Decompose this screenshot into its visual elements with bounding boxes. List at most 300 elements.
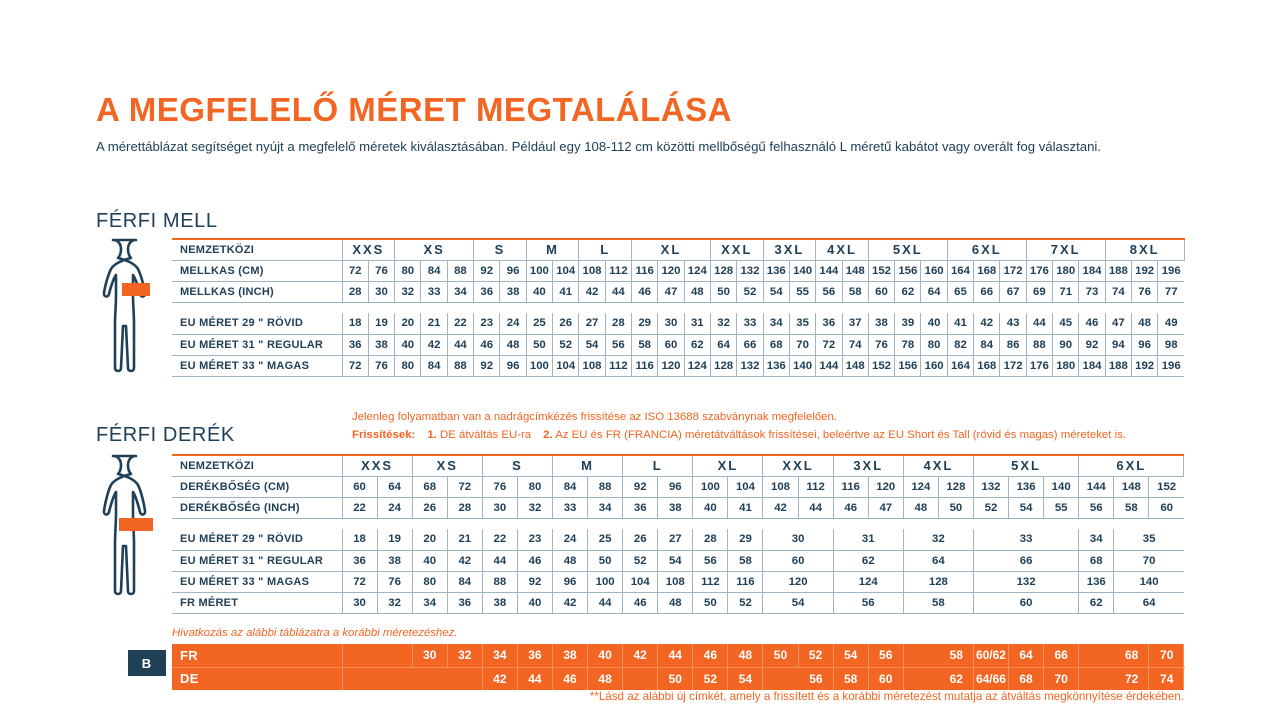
size-value-cell: 156 bbox=[895, 260, 921, 281]
size-value-cell: 124 bbox=[684, 355, 710, 376]
legacy-value-cell: 56 bbox=[868, 644, 903, 667]
size-value-cell: 40 bbox=[526, 281, 552, 302]
legacy-value-cell: 68 bbox=[1009, 667, 1044, 690]
size-value-cell: 52 bbox=[973, 497, 1008, 518]
size-value-cell: 64 bbox=[1114, 592, 1184, 613]
chest-size-header-m: M bbox=[526, 239, 579, 260]
size-value-cell: 46 bbox=[833, 497, 868, 518]
size-value-cell: 46 bbox=[517, 550, 552, 571]
size-value-cell: 90 bbox=[1053, 334, 1079, 355]
size-value-cell: 140 bbox=[789, 355, 815, 376]
size-value-cell: 54 bbox=[763, 592, 833, 613]
size-value-cell: 27 bbox=[579, 313, 605, 334]
size-value-cell: 26 bbox=[553, 313, 579, 334]
legacy-value-cell: 36 bbox=[517, 644, 552, 667]
size-value-cell: 124 bbox=[903, 476, 938, 497]
size-value-cell: 48 bbox=[903, 497, 938, 518]
size-value-cell: 24 bbox=[553, 529, 588, 550]
size-value-cell: 70 bbox=[789, 334, 815, 355]
size-value-cell: 56 bbox=[1079, 497, 1114, 518]
size-value-cell: 140 bbox=[1114, 571, 1184, 592]
size-value-cell: 160 bbox=[921, 355, 947, 376]
legacy-value-cell bbox=[623, 667, 658, 690]
size-value-cell: 24 bbox=[500, 313, 526, 334]
size-value-cell: 72 bbox=[342, 355, 368, 376]
legacy-row-label: DE bbox=[172, 667, 342, 690]
legacy-value-cell: 70 bbox=[1149, 644, 1184, 667]
table-row bbox=[172, 260, 1184, 281]
table-row bbox=[172, 476, 1184, 497]
waist-header-label: NEMZETKÖZI bbox=[172, 455, 342, 476]
size-value-cell: 62 bbox=[895, 281, 921, 302]
size-value-cell: 92 bbox=[474, 260, 500, 281]
size-value-cell: 42 bbox=[553, 592, 588, 613]
size-value-cell: 148 bbox=[842, 260, 868, 281]
size-value-cell: 124 bbox=[833, 571, 903, 592]
size-value-cell: 40 bbox=[693, 497, 728, 518]
size-value-cell: 27 bbox=[658, 529, 693, 550]
size-value-cell: 80 bbox=[517, 476, 552, 497]
size-value-cell: 164 bbox=[947, 260, 973, 281]
size-value-cell: 36 bbox=[447, 592, 482, 613]
male-waist-figure-icon bbox=[100, 452, 172, 612]
size-value-cell: 84 bbox=[421, 260, 447, 281]
size-value-cell: 52 bbox=[623, 550, 658, 571]
size-value-cell: 188 bbox=[1105, 355, 1131, 376]
size-value-cell: 120 bbox=[658, 260, 684, 281]
table-gap-row bbox=[172, 302, 1184, 313]
size-value-cell: 104 bbox=[623, 571, 658, 592]
size-value-cell: 58 bbox=[842, 281, 868, 302]
size-value-cell: 80 bbox=[395, 355, 421, 376]
size-value-cell: 73 bbox=[1079, 281, 1105, 302]
size-value-cell: 35 bbox=[789, 313, 815, 334]
size-value-cell: 160 bbox=[921, 260, 947, 281]
size-value-cell: 64 bbox=[903, 550, 973, 571]
size-value-cell: 50 bbox=[693, 592, 728, 613]
size-value-cell: 76 bbox=[368, 260, 394, 281]
size-value-cell: 33 bbox=[421, 281, 447, 302]
legacy-value-cell: 52 bbox=[693, 667, 728, 690]
size-value-cell: 192 bbox=[1131, 260, 1157, 281]
waist-size-header-xl: XL bbox=[693, 455, 763, 476]
size-value-cell: 144 bbox=[816, 260, 842, 281]
legacy-value-cell: 44 bbox=[658, 644, 693, 667]
intro-text: A mérettáblázat segítséget nyújt a megfelelő méretek kiválasztásában. Például egy 108-112 cm közötti mellbőségű felhasználó L méretű kabátot vagy overált fog választani. bbox=[96, 139, 1102, 154]
size-value-cell: 23 bbox=[517, 529, 552, 550]
update-item-1-num: 1. bbox=[427, 429, 437, 442]
size-value-cell: 41 bbox=[553, 281, 579, 302]
size-value-cell: 58 bbox=[632, 334, 658, 355]
size-value-cell: 56 bbox=[605, 334, 631, 355]
size-value-cell: 34 bbox=[763, 313, 789, 334]
waist-size-header-4xl: 4XL bbox=[903, 455, 973, 476]
size-value-cell: 33 bbox=[553, 497, 588, 518]
size-value-cell: 112 bbox=[605, 355, 631, 376]
size-value-cell: 96 bbox=[1131, 334, 1157, 355]
size-value-cell: 100 bbox=[693, 476, 728, 497]
row-label: MELLKAS (CM) bbox=[172, 260, 342, 281]
legacy-value-cell: 48 bbox=[728, 644, 763, 667]
size-value-cell: 140 bbox=[1044, 476, 1079, 497]
size-value-cell: 62 bbox=[684, 334, 710, 355]
size-value-cell: 42 bbox=[447, 550, 482, 571]
waist-size-header-xxs: XXS bbox=[342, 455, 412, 476]
size-value-cell: 30 bbox=[482, 497, 517, 518]
size-value-cell: 28 bbox=[447, 497, 482, 518]
size-value-cell: 80 bbox=[921, 334, 947, 355]
size-value-cell: 60 bbox=[658, 334, 684, 355]
size-value-cell: 60 bbox=[973, 592, 1078, 613]
size-value-cell: 41 bbox=[947, 313, 973, 334]
size-value-cell: 62 bbox=[833, 550, 903, 571]
size-value-cell: 60 bbox=[342, 476, 377, 497]
size-value-cell: 33 bbox=[737, 313, 763, 334]
size-value-cell: 37 bbox=[842, 313, 868, 334]
size-value-cell: 67 bbox=[1000, 281, 1026, 302]
size-value-cell: 152 bbox=[1149, 476, 1184, 497]
size-value-cell: 76 bbox=[482, 476, 517, 497]
size-value-cell: 34 bbox=[447, 281, 473, 302]
size-value-cell: 38 bbox=[868, 313, 894, 334]
size-value-cell: 50 bbox=[588, 550, 623, 571]
size-value-cell: 44 bbox=[482, 550, 517, 571]
size-value-cell: 64 bbox=[710, 334, 736, 355]
size-value-cell: 116 bbox=[728, 571, 763, 592]
size-value-cell: 32 bbox=[395, 281, 421, 302]
size-value-cell: 32 bbox=[517, 497, 552, 518]
size-value-cell: 47 bbox=[868, 497, 903, 518]
size-value-cell: 41 bbox=[728, 497, 763, 518]
chest-header-label: NEMZETKÖZI bbox=[172, 239, 342, 260]
chest-size-header-xxl: XXL bbox=[710, 239, 763, 260]
size-value-cell: 50 bbox=[526, 334, 552, 355]
size-value-cell: 176 bbox=[1026, 355, 1052, 376]
size-value-cell: 72 bbox=[342, 260, 368, 281]
size-value-cell: 21 bbox=[421, 313, 447, 334]
size-value-cell: 180 bbox=[1053, 355, 1079, 376]
size-value-cell: 48 bbox=[553, 550, 588, 571]
size-value-cell: 32 bbox=[903, 529, 973, 550]
size-value-cell: 46 bbox=[623, 592, 658, 613]
size-value-cell: 144 bbox=[1079, 476, 1114, 497]
size-value-cell: 40 bbox=[395, 334, 421, 355]
size-value-cell: 36 bbox=[816, 313, 842, 334]
size-value-cell: 116 bbox=[632, 355, 658, 376]
size-value-cell: 78 bbox=[895, 334, 921, 355]
size-value-cell: 100 bbox=[526, 260, 552, 281]
size-value-cell: 22 bbox=[482, 529, 517, 550]
size-value-cell: 84 bbox=[974, 334, 1000, 355]
update-note-line2 bbox=[352, 426, 1252, 444]
size-value-cell: 116 bbox=[632, 260, 658, 281]
legacy-value-cell: 62 bbox=[903, 667, 973, 690]
size-value-cell: 22 bbox=[447, 313, 473, 334]
waist-size-header-5xl: 5XL bbox=[973, 455, 1078, 476]
size-value-cell: 104 bbox=[728, 476, 763, 497]
size-value-cell: 132 bbox=[973, 571, 1078, 592]
size-value-cell: 46 bbox=[1079, 313, 1105, 334]
size-value-cell: 31 bbox=[684, 313, 710, 334]
size-value-cell: 34 bbox=[412, 592, 447, 613]
row-label: DERÉKBŐSÉG (INCH) bbox=[172, 497, 342, 518]
legacy-value-cell: 46 bbox=[552, 667, 587, 690]
size-value-cell: 74 bbox=[1105, 281, 1131, 302]
size-value-cell: 34 bbox=[1079, 529, 1114, 550]
size-value-cell: 76 bbox=[368, 355, 394, 376]
size-value-cell: 48 bbox=[1131, 313, 1157, 334]
size-value-cell: 104 bbox=[553, 355, 579, 376]
size-value-cell: 69 bbox=[1026, 281, 1052, 302]
table-row bbox=[172, 550, 1184, 571]
size-value-cell: 38 bbox=[368, 334, 394, 355]
size-value-cell: 60 bbox=[1149, 497, 1184, 518]
legacy-value-cell: 32 bbox=[447, 644, 482, 667]
size-value-cell: 120 bbox=[763, 571, 833, 592]
chest-size-table bbox=[172, 238, 1185, 377]
size-value-cell: 50 bbox=[938, 497, 973, 518]
update-item-1: DE átváltás EU-ra bbox=[436, 429, 532, 442]
size-value-cell: 116 bbox=[833, 476, 868, 497]
size-value-cell: 64 bbox=[921, 281, 947, 302]
size-value-cell: 92 bbox=[474, 355, 500, 376]
size-value-cell: 108 bbox=[658, 571, 693, 592]
size-value-cell: 56 bbox=[833, 592, 903, 613]
size-value-cell: 72 bbox=[816, 334, 842, 355]
size-value-cell: 48 bbox=[658, 592, 693, 613]
size-value-cell: 28 bbox=[342, 281, 368, 302]
size-value-cell: 52 bbox=[737, 281, 763, 302]
legacy-value-cell: 54 bbox=[833, 644, 868, 667]
chest-size-header-8xl: 8XL bbox=[1105, 239, 1184, 260]
size-value-cell: 156 bbox=[895, 355, 921, 376]
size-value-cell: 70 bbox=[1114, 550, 1184, 571]
size-value-cell: 64 bbox=[377, 476, 412, 497]
row-label: EU MÉRET 31 " REGULAR bbox=[172, 550, 342, 571]
size-value-cell: 65 bbox=[947, 281, 973, 302]
size-value-cell: 136 bbox=[1079, 571, 1114, 592]
section-title-waist: FÉRFI DERÉK bbox=[96, 424, 235, 446]
legacy-row-label: FR bbox=[172, 644, 342, 667]
size-value-cell: 28 bbox=[693, 529, 728, 550]
size-value-cell: 86 bbox=[1000, 334, 1026, 355]
size-value-cell: 19 bbox=[377, 529, 412, 550]
size-value-cell: 30 bbox=[342, 592, 377, 613]
size-value-cell: 128 bbox=[938, 476, 973, 497]
size-value-cell: 44 bbox=[798, 497, 833, 518]
section-title-chest: FÉRFI MELL bbox=[96, 210, 218, 232]
size-value-cell: 52 bbox=[728, 592, 763, 613]
size-value-cell: 84 bbox=[553, 476, 588, 497]
size-value-cell: 112 bbox=[693, 571, 728, 592]
size-value-cell: 42 bbox=[579, 281, 605, 302]
size-value-cell: 55 bbox=[1044, 497, 1079, 518]
size-value-cell: 55 bbox=[789, 281, 815, 302]
size-value-cell: 184 bbox=[1079, 355, 1105, 376]
size-value-cell: 88 bbox=[1026, 334, 1052, 355]
size-value-cell: 108 bbox=[579, 260, 605, 281]
size-value-cell: 44 bbox=[588, 592, 623, 613]
size-value-cell: 184 bbox=[1079, 260, 1105, 281]
legacy-value-cell: 40 bbox=[588, 644, 623, 667]
size-value-cell: 132 bbox=[737, 355, 763, 376]
size-value-cell: 72 bbox=[342, 571, 377, 592]
legacy-value-cell: 58 bbox=[833, 667, 868, 690]
size-value-cell: 44 bbox=[1026, 313, 1052, 334]
waist-table-header-row bbox=[172, 455, 1184, 476]
legacy-value-cell: 64 bbox=[1009, 644, 1044, 667]
size-value-cell: 76 bbox=[377, 571, 412, 592]
size-value-cell: 58 bbox=[728, 550, 763, 571]
size-value-cell: 30 bbox=[763, 529, 833, 550]
size-value-cell: 164 bbox=[947, 355, 973, 376]
size-value-cell: 28 bbox=[605, 313, 631, 334]
legacy-size-table bbox=[172, 644, 1184, 690]
size-value-cell: 68 bbox=[1079, 550, 1114, 571]
size-value-cell: 42 bbox=[421, 334, 447, 355]
size-value-cell: 36 bbox=[474, 281, 500, 302]
legacy-value-cell: 30 bbox=[412, 644, 447, 667]
size-value-cell: 82 bbox=[947, 334, 973, 355]
chest-table-header-row bbox=[172, 239, 1184, 260]
size-value-cell: 88 bbox=[447, 260, 473, 281]
size-value-cell: 60 bbox=[868, 281, 894, 302]
size-value-cell: 26 bbox=[412, 497, 447, 518]
size-value-cell: 77 bbox=[1158, 281, 1184, 302]
size-value-cell: 168 bbox=[974, 260, 1000, 281]
table-row bbox=[172, 334, 1184, 355]
size-value-cell: 120 bbox=[868, 476, 903, 497]
size-value-cell: 112 bbox=[605, 260, 631, 281]
size-value-cell: 96 bbox=[500, 355, 526, 376]
size-value-cell: 32 bbox=[710, 313, 736, 334]
size-value-cell: 152 bbox=[868, 260, 894, 281]
size-value-cell: 88 bbox=[447, 355, 473, 376]
waist-size-header-3xl: 3XL bbox=[833, 455, 903, 476]
update-item-2-num: 2. bbox=[543, 429, 553, 442]
page-title: A MEGFELELŐ MÉRET MEGTALÁLÁSA bbox=[96, 91, 732, 128]
legacy-value-cell bbox=[342, 644, 412, 667]
size-value-cell: 180 bbox=[1053, 260, 1079, 281]
size-value-cell: 124 bbox=[684, 260, 710, 281]
row-label: EU MÉRET 31 " REGULAR bbox=[172, 334, 342, 355]
size-value-cell: 136 bbox=[1009, 476, 1044, 497]
size-value-cell: 42 bbox=[974, 313, 1000, 334]
legacy-value-cell: 48 bbox=[588, 667, 623, 690]
size-value-cell: 76 bbox=[1131, 281, 1157, 302]
size-value-cell: 40 bbox=[412, 550, 447, 571]
legacy-value-cell: 60/62 bbox=[973, 644, 1008, 667]
waist-size-header-xs: XS bbox=[412, 455, 482, 476]
legacy-value-cell: 58 bbox=[903, 644, 973, 667]
legacy-value-cell: 52 bbox=[798, 644, 833, 667]
size-value-cell: 72 bbox=[447, 476, 482, 497]
legacy-value-cell: 34 bbox=[482, 644, 517, 667]
legacy-value-cell bbox=[342, 667, 482, 690]
update-note-label: Frissítések: bbox=[352, 429, 416, 442]
size-value-cell: 19 bbox=[368, 313, 394, 334]
badge-b: B bbox=[128, 650, 166, 676]
size-value-cell: 45 bbox=[1053, 313, 1079, 334]
legacy-value-cell: 42 bbox=[623, 644, 658, 667]
size-value-cell: 132 bbox=[973, 476, 1008, 497]
table-row bbox=[172, 281, 1184, 302]
size-value-cell: 56 bbox=[816, 281, 842, 302]
legacy-value-cell: 60 bbox=[868, 667, 903, 690]
size-value-cell: 36 bbox=[623, 497, 658, 518]
size-value-cell: 38 bbox=[377, 550, 412, 571]
size-value-cell: 80 bbox=[395, 260, 421, 281]
size-value-cell: 35 bbox=[1114, 529, 1184, 550]
legacy-value-cell: 50 bbox=[658, 667, 693, 690]
size-value-cell: 48 bbox=[500, 334, 526, 355]
legacy-value-cell: 74 bbox=[1149, 667, 1184, 690]
waist-size-header-m: M bbox=[553, 455, 623, 476]
size-value-cell: 128 bbox=[710, 260, 736, 281]
size-value-cell: 136 bbox=[763, 260, 789, 281]
size-value-cell: 108 bbox=[763, 476, 798, 497]
size-value-cell: 66 bbox=[737, 334, 763, 355]
size-value-cell: 68 bbox=[763, 334, 789, 355]
size-value-cell: 66 bbox=[973, 550, 1078, 571]
size-value-cell: 18 bbox=[342, 313, 368, 334]
waist-size-header-xxl: XXL bbox=[763, 455, 833, 476]
size-value-cell: 23 bbox=[474, 313, 500, 334]
row-label: DERÉKBŐSÉG (CM) bbox=[172, 476, 342, 497]
footer-note: **Lásd az alábbi új címkét, amely a frissített és a korábbi méretezést mutatja az átváltás megkönnyítése érdekében. bbox=[589, 690, 1184, 703]
size-value-cell: 24 bbox=[377, 497, 412, 518]
size-value-cell: 84 bbox=[447, 571, 482, 592]
size-value-cell: 29 bbox=[728, 529, 763, 550]
size-value-cell: 128 bbox=[710, 355, 736, 376]
size-value-cell: 21 bbox=[447, 529, 482, 550]
size-value-cell: 38 bbox=[482, 592, 517, 613]
size-value-cell: 47 bbox=[658, 281, 684, 302]
size-value-cell: 112 bbox=[798, 476, 833, 497]
waist-size-header-l: L bbox=[623, 455, 693, 476]
size-value-cell: 49 bbox=[1158, 313, 1184, 334]
row-label: MELLKAS (INCH) bbox=[172, 281, 342, 302]
size-value-cell: 22 bbox=[342, 497, 377, 518]
size-value-cell: 92 bbox=[1079, 334, 1105, 355]
size-value-cell: 100 bbox=[588, 571, 623, 592]
row-label: EU MÉRET 33 " MAGAS bbox=[172, 571, 342, 592]
legacy-value-cell: 56 bbox=[763, 667, 833, 690]
size-value-cell: 43 bbox=[1000, 313, 1026, 334]
size-value-cell: 196 bbox=[1158, 260, 1184, 281]
size-value-cell: 148 bbox=[1114, 476, 1149, 497]
legacy-table-row bbox=[172, 667, 1184, 690]
size-value-cell: 26 bbox=[623, 529, 658, 550]
update-item-2: Az EU és FR (FRANCIA) méretátváltások frissítései, beleértve az EU Short és Tall (rövid és magas) méreteket is. bbox=[552, 429, 1126, 442]
chest-size-header-5xl: 5XL bbox=[868, 239, 947, 260]
legacy-value-cell: 42 bbox=[482, 667, 517, 690]
size-value-cell: 52 bbox=[553, 334, 579, 355]
table-row bbox=[172, 529, 1184, 550]
chest-size-header-6xl: 6XL bbox=[947, 239, 1026, 260]
size-value-cell: 98 bbox=[1158, 334, 1184, 355]
size-value-cell: 46 bbox=[632, 281, 658, 302]
size-value-cell: 144 bbox=[816, 355, 842, 376]
row-label: EU MÉRET 33 " MAGAS bbox=[172, 355, 342, 376]
update-note-line1: Jelenleg folyamatban van a nadrágcímkézés frissítése az ISO 13688 szabványnak megfelelően. bbox=[352, 411, 838, 423]
table-row bbox=[172, 592, 1184, 613]
row-label: EU MÉRET 29 " RÖVID bbox=[172, 313, 342, 334]
size-value-cell: 100 bbox=[526, 355, 552, 376]
waist-size-header-6xl: 6XL bbox=[1079, 455, 1184, 476]
size-value-cell: 46 bbox=[474, 334, 500, 355]
size-value-cell: 152 bbox=[868, 355, 894, 376]
